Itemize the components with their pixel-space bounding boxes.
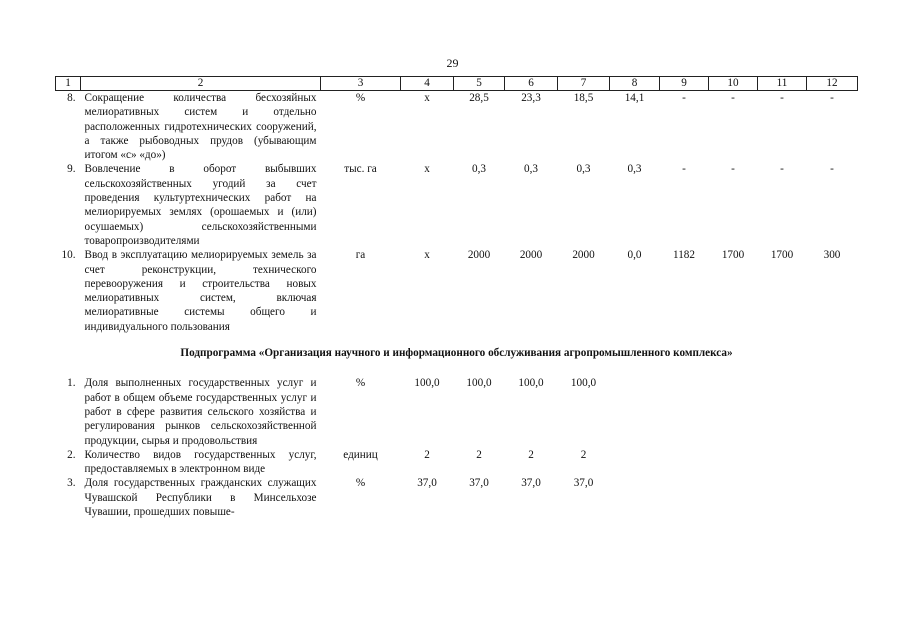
table-row <box>56 448 858 477</box>
value-cell: 100,0 <box>466 377 492 390</box>
column-header: 9 <box>660 77 709 91</box>
value-cell: 37,0 <box>573 477 594 490</box>
value-cell <box>660 448 709 477</box>
value-cell: 2000 <box>572 249 595 262</box>
table-row <box>56 248 858 334</box>
section-title: Подпрограмма «Организация научного и информационного обслуживания агропромышленного комплекса» <box>180 347 733 360</box>
value-cell: 14,1 <box>624 92 645 104</box>
column-header: 3 <box>321 77 401 91</box>
value-cell <box>807 476 858 519</box>
row-number: 9. <box>67 163 76 176</box>
value-cell <box>610 448 660 477</box>
section-row <box>56 334 858 376</box>
value-cell <box>709 376 758 447</box>
value-cell: 2 <box>528 448 534 461</box>
value-cell <box>660 476 709 519</box>
indicator-table <box>55 76 858 519</box>
column-header-row <box>56 77 858 91</box>
value-cell: 0,3 <box>524 163 538 176</box>
indicator-name: Доля выполненных государственных услуг и работ в общем объеме государственных услуг и работ в сфере развития сельского хозяйства и регулирования рынков сельскохозяйственной продукции, сырья и продовольствия <box>84 377 317 447</box>
value-cell <box>610 476 660 519</box>
value-cell: 23,3 <box>521 92 541 104</box>
value-cell: 2000 <box>467 249 491 262</box>
unit-cell: тыс. га <box>344 163 377 176</box>
column-header: 4 <box>401 77 454 91</box>
value-cell: - <box>780 163 784 176</box>
value-cell: 1700 <box>770 249 794 262</box>
unit-cell: единиц <box>343 448 378 461</box>
table-row <box>56 91 858 163</box>
value-cell: 1700 <box>721 249 745 262</box>
value-cell <box>758 376 807 447</box>
column-header: 12 <box>807 77 858 91</box>
value-cell: х <box>424 249 430 262</box>
value-cell: 100,0 <box>414 377 440 390</box>
value-cell: 28,5 <box>469 92 489 104</box>
unit-cell: % <box>355 377 366 390</box>
value-cell: 0,3 <box>627 163 642 176</box>
column-header: 1 <box>56 77 81 91</box>
value-cell <box>709 448 758 477</box>
indicator-name: Доля государственных гражданских служащих Чувашской Республики в Минсельхозе Чувашии, прошедших повыше- <box>84 477 317 519</box>
value-cell: 37,0 <box>417 477 437 490</box>
value-cell: - <box>780 92 784 104</box>
column-header: 8 <box>610 77 660 91</box>
value-cell: 100,0 <box>518 377 544 390</box>
value-cell: - <box>731 163 735 176</box>
indicator-name: Количество видов государственных услуг, предоставляемых в электронном виде <box>84 448 317 476</box>
value-cell: - <box>830 163 834 176</box>
value-cell: 300 <box>823 249 841 262</box>
value-cell <box>660 376 709 447</box>
value-cell: 2000 <box>519 249 543 262</box>
value-cell: - <box>830 92 834 104</box>
value-cell <box>807 448 858 477</box>
column-header: 6 <box>505 77 558 91</box>
value-cell: - <box>731 92 735 104</box>
row-number: 10. <box>61 249 76 262</box>
value-cell: - <box>682 92 686 104</box>
unit-cell: % <box>355 92 366 104</box>
indicator-name: Вовлечение в оборот выбывших сельскохозяйственных угодий за счет проведения культуртехнических работ на мелиорируемых землях (орошаемых и (или) осушаемых) сельскохозяйственными товаропроизводителями <box>84 163 317 247</box>
column-header: 11 <box>758 77 807 91</box>
table-row <box>56 162 858 248</box>
value-cell: 100,0 <box>570 377 597 390</box>
row-number: 3. <box>67 477 76 490</box>
value-cell: - <box>682 163 686 176</box>
value-cell: х <box>424 163 430 176</box>
indicator-name: Ввод в эксплуатацию мелиорируемых земель за счет реконструкции, технического перевооружения и строительства новых мелиоративных систем, включая мелиоративные системы общего и индивидуального пользования <box>84 249 317 333</box>
indicator-name: Сокращение количества бесхозяйных мелиоративных систем и отдельно расположенных гидротехнических сооружений, а также рыбоводных прудов (убывающим итогом «с» «до») <box>84 92 317 162</box>
value-cell: 37,0 <box>469 477 489 490</box>
value-cell <box>709 476 758 519</box>
value-cell: х <box>424 92 430 104</box>
value-cell: 0,0 <box>627 249 642 262</box>
column-header: 7 <box>558 77 610 91</box>
value-cell <box>807 376 858 447</box>
table-row <box>56 376 858 447</box>
unit-cell: % <box>355 477 366 490</box>
unit-cell: га <box>355 249 366 262</box>
value-cell <box>758 448 807 477</box>
row-number: 2. <box>67 448 76 461</box>
value-cell: 2 <box>424 448 430 461</box>
value-cell <box>610 376 660 447</box>
value-cell: 2 <box>580 448 587 461</box>
column-header: 2 <box>81 77 321 91</box>
value-cell: 0,3 <box>472 163 486 176</box>
value-cell: 37,0 <box>521 477 541 490</box>
page-number: 29 <box>446 56 459 70</box>
column-header: 5 <box>454 77 505 91</box>
row-number: 1. <box>67 377 76 390</box>
value-cell: 18,5 <box>573 92 594 104</box>
value-cell <box>758 476 807 519</box>
value-cell: 1182 <box>673 249 695 262</box>
table-row <box>56 476 858 519</box>
value-cell: 2 <box>476 448 482 461</box>
row-number: 8. <box>67 92 76 104</box>
column-header: 10 <box>709 77 758 91</box>
value-cell: 0,3 <box>576 163 591 176</box>
